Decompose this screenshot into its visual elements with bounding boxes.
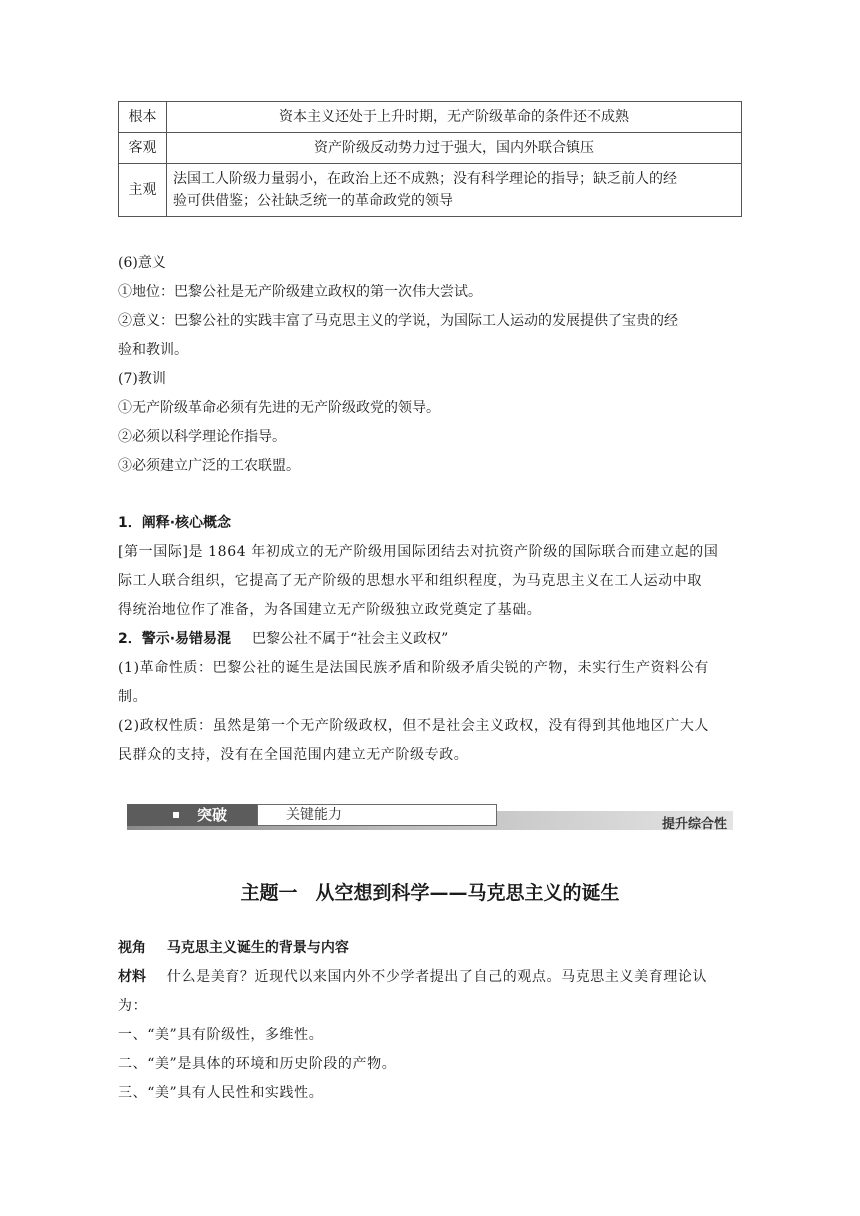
concept-line: 得统治地位作了准备，为各国建立无产阶级独立政党奠定了基础。 (118, 602, 542, 618)
row-value: 资产阶级反动势力过于强大，国内外联合镇压 (167, 133, 742, 164)
material-section (118, 934, 743, 1108)
significance-heading: (6)意义 (118, 255, 166, 271)
banner-white-label: 关键能力 (286, 807, 342, 823)
topic-title-text: 从空想到科学——马克思主义的诞生 (315, 882, 620, 904)
significance-item-meaning-line: 验和教训。 (118, 342, 188, 358)
warning-item-nature-line: 制。 (118, 689, 148, 705)
section-banner (127, 804, 733, 830)
table-row (119, 133, 742, 164)
material-line: 为： (118, 998, 148, 1014)
material-point: 一、“美”具有阶级性，多维性。 (118, 1027, 324, 1043)
square-bullet-icon (173, 812, 179, 818)
warning-heading-line (118, 625, 743, 654)
concept-line: 际工人联合组织，它提高了无产阶级的思想水平和组织程度，为马克思主义在工人运动中取 (118, 573, 702, 589)
material-line: 什么是美育？近现代以来国内外不少学者提出了自己的观点。马克思主义美育理论认 (166, 969, 708, 985)
row-value (167, 164, 742, 217)
row-key: 主观 (119, 164, 167, 217)
perspective-line (118, 934, 743, 963)
significance-item-status: ①地位：巴黎公社是无产阶级建立政权的第一次伟大尝试。 (118, 284, 482, 300)
banner-right-label: 提升综合性 (661, 817, 727, 832)
warning-item-regime-line: 民群众的支持，没有在全国范围内建立无产阶级专政。 (118, 747, 469, 763)
concept-line: [第一国际]是 1864 年初成立的无产阶级用国际团结去对抗资产阶级的国际联合而建立起的国 (118, 544, 719, 560)
concept-section (118, 509, 743, 770)
lesson-item: ①无产阶级革命必须有先进的无产阶级政党的领导。 (118, 400, 440, 416)
warning-heading: 2．警示·易错易混 (118, 631, 232, 647)
banner-dark-label: 突破 (197, 806, 228, 824)
row-value-line: 法国工人阶级力量弱小，在政治上还不成熟；没有科学理论的指导；缺乏前人的经 (173, 171, 677, 187)
significance-item-meaning-line: ②意义：巴黎公社的实践丰富了马克思主义的学说，为国际工人运动的发展提供了宝贵的经 (118, 313, 678, 329)
material-point: 二、“美”是具体的环境和历史阶段的产物。 (118, 1056, 397, 1072)
table-row (119, 102, 742, 133)
warning-item-nature-line: (1)革命性质：巴黎公社的诞生是法国民族矛盾和阶级矛盾尖锐的产物，未实行生产资料公有 (118, 660, 710, 676)
banner-white-tab (257, 804, 497, 826)
banner-dark-tab (127, 804, 257, 826)
row-value: 资本主义还处于上升时期，无产阶级革命的条件还不成熟 (167, 102, 742, 133)
lesson-item: ②必须以科学理论作指导。 (118, 429, 286, 445)
table-row (119, 164, 742, 217)
material-label: 材料 (118, 969, 146, 985)
material-point: 三、“美”具有人民性和实践性。 (118, 1085, 324, 1101)
row-key: 客观 (119, 133, 167, 164)
lesson-item: ③必须建立广泛的工农联盟。 (118, 458, 300, 474)
topic-title-number: 主题一 (240, 882, 298, 904)
concept-heading: 1．阐释·核心概念 (118, 515, 232, 531)
warning-item-regime-line: (2)政权性质：虽然是第一个无产阶级政权，但不是社会主义政权，没有得到其他地区广大人 (118, 718, 710, 734)
row-key: 根本 (119, 102, 167, 133)
significance-section (118, 249, 743, 481)
perspective-text: 马克思主义诞生的背景与内容 (166, 940, 349, 956)
lessons-heading: (7)教训 (118, 371, 166, 387)
perspective-label: 视角 (118, 940, 146, 956)
failure-causes-table (118, 101, 742, 217)
topic-title (0, 878, 860, 905)
material-first-line (118, 963, 743, 992)
row-value-line: 验可供借鉴；公社缺乏统一的革命政党的领导 (173, 193, 453, 209)
warning-subtitle: 巴黎公社不属于“社会主义政权” (251, 631, 449, 647)
